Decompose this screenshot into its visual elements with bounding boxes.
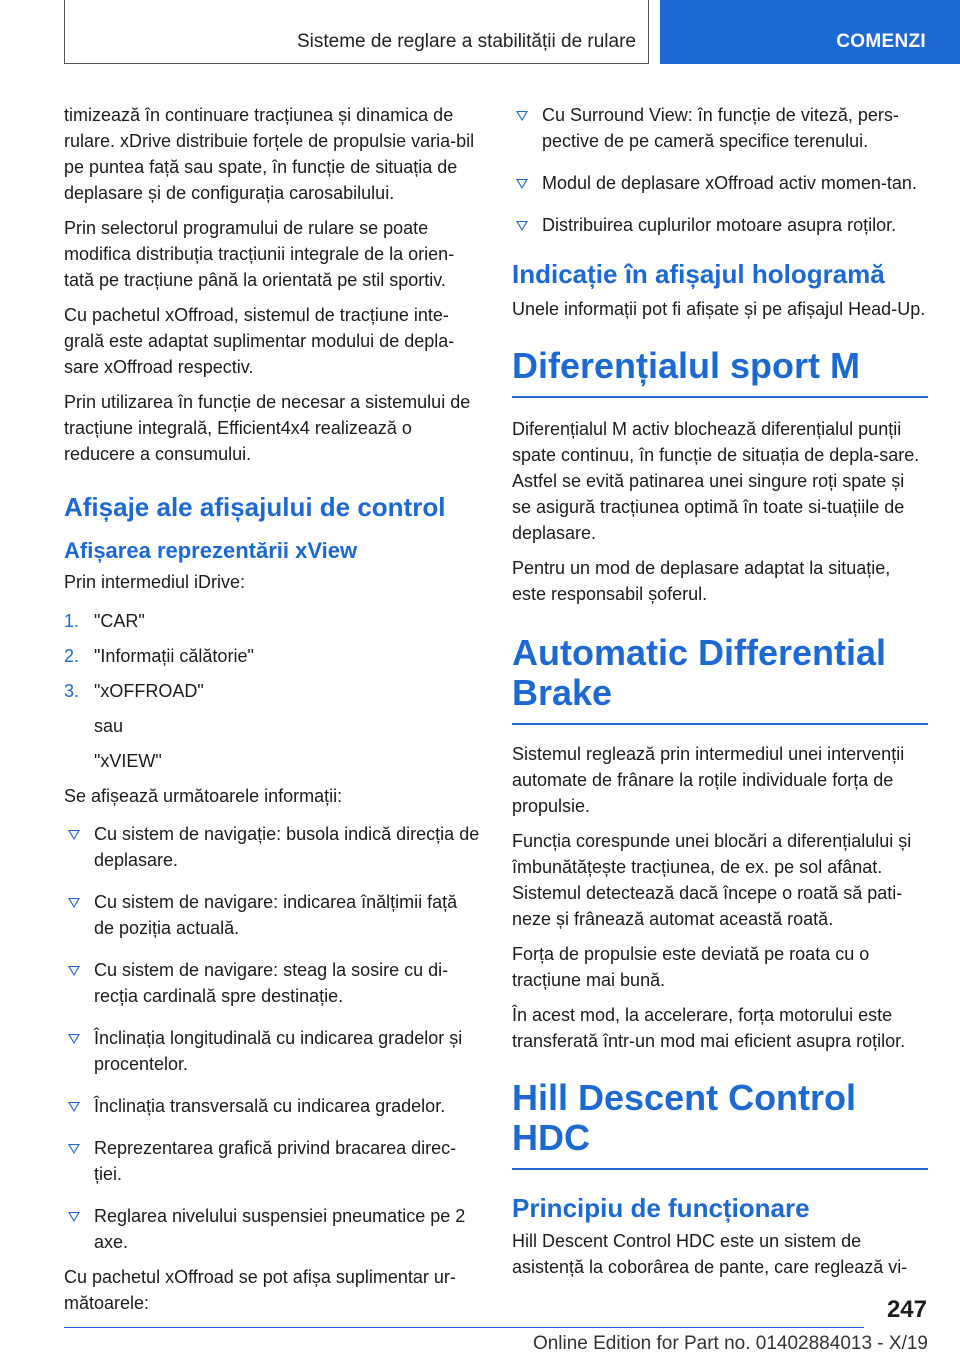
list-item: [64, 678, 480, 704]
heading-principle: Principiu de funcționare: [512, 1193, 810, 1223]
paragraph: Pentru un mod de deplasare adaptat la situație, este responsabil șoferul.: [512, 558, 891, 604]
heading-xview: Afișarea reprezentării xView: [64, 538, 358, 563]
triangle-bullet-icon: [68, 1034, 80, 1044]
list-item: Reglarea nivelului suspensiei pneumatice pe 2 axe.: [64, 1203, 480, 1255]
paragraph: Prin selectorul programului de rulare se poate modifica distribuția tracțiunii integrale de la orien‐tată pe tracțiune până la orientată pe stil sportiv.: [64, 218, 455, 290]
triangle-bullet-icon: [68, 966, 80, 976]
triangle-bullet-icon: [516, 179, 528, 189]
step-alt: "xVIEW": [94, 751, 162, 771]
triangle-bullet-icon: [68, 1102, 80, 1112]
heading-head-up: Indicație în afișajul hologramă: [512, 259, 885, 289]
footer-edition: Online Edition for Part no. 01402884013 - X/19: [532, 1333, 928, 1354]
header-title-box: [64, 0, 649, 64]
list-item: Cu Surround View: în funcție de viteză, pers‐pective de pe cameră specifice terenului.: [512, 102, 928, 154]
paragraph: Sistemul reglează prin intermediul unei intervenții automate de frânare la roțile individuale forța de propulsie.: [512, 744, 905, 816]
paragraph: timizează în continuare tracțiunea și dinamica de rulare. xDrive distribuie forțele de propulsie varia‐bil pe puntea față sau spate, în funcție de situația de deplasare și de configurația carosabilului.: [64, 105, 475, 203]
heading-automatic-differential-brake: Automatic Differential Brake: [512, 633, 928, 725]
chapter-tab[interactable]: [660, 0, 960, 64]
left-column: [64, 102, 480, 1325]
list-item: [64, 643, 480, 669]
paragraph: Forța de propulsie este deviată pe roata cu o tracțiune mai bună.: [512, 944, 870, 990]
xoffroad-list: [512, 102, 928, 238]
section-title: Sisteme de reglare a stabilității de rulare: [296, 31, 636, 52]
list-item: Înclinația transversală cu indicarea gradelor.: [64, 1093, 480, 1119]
list-item: [64, 608, 480, 634]
list-item: Reprezentarea grafică privind bracarea direc‐ției.: [64, 1135, 480, 1187]
triangle-bullet-icon: [68, 1144, 80, 1154]
list-item: Cu sistem de navigare: indicarea înălțimii față de poziția actuală.: [64, 889, 480, 941]
paragraph: Unele informații pot fi afișate și pe afișajul Head-Up.: [512, 299, 926, 319]
paragraph: Prin utilizarea în funcție de necesar a sistemului de tracțiune integrală, Efficient4x4 realizează o reducere a consumului.: [64, 392, 471, 464]
paragraph: Cu pachetul xOffroad, sistemul de tracțiune inte‐grală este adaptat suplimentar modului de depla‐sare xOffroad respectiv.: [64, 305, 455, 377]
step-number: 1.: [64, 611, 80, 631]
paragraph: Hill Descent Control HDC este un sistem de asistență la coborârea de pante, care reglează vi‐: [512, 1231, 908, 1277]
triangle-bullet-icon: [68, 898, 80, 908]
step-number: 2.: [64, 646, 80, 666]
step-text: "CAR": [94, 611, 145, 631]
triangle-bullet-icon: [68, 830, 80, 840]
footer-divider: [64, 1327, 864, 1328]
list-item: Cu sistem de navigare: steag la sosire cu di‐recția cardinală spre destinație.: [64, 957, 480, 1009]
heading-m-sport-differential: Diferențialul sport M: [512, 346, 928, 398]
info-list: [64, 821, 480, 1255]
paragraph: Se afișează următoarele informații:: [64, 786, 343, 806]
list-item: Cu sistem de navigație: busola indică direcția de deplasare.: [64, 821, 480, 873]
right-column: [512, 102, 928, 1289]
step-or: sau: [94, 716, 124, 736]
list-item: Modul de deplasare xOffroad activ momen‐tan.: [512, 170, 928, 196]
step-text: "Informații călătorie": [94, 646, 254, 666]
paragraph: Prin intermediul iDrive:: [64, 572, 246, 592]
heading-hill-descent-control: Hill Descent Control HDC: [512, 1078, 928, 1170]
triangle-bullet-icon: [68, 1212, 80, 1222]
list-item: Înclinația longitudinală cu indicarea gradelor și procentelor.: [64, 1025, 480, 1077]
paragraph: Diferențialul M activ blochează diferențialul punții spate continuu, în funcție de situația de depla‐sare. Astfel se evită patinarea unei singure roți spate și se asigură tracțiunea optimă în toate si‐tuațiile de deplasare.: [512, 419, 920, 543]
step-number: 3.: [64, 681, 80, 701]
paragraph: Cu pachetul xOffroad se pot afișa suplimentar ur‐mătoarele:: [64, 1267, 456, 1313]
paragraph: În acest mod, la accelerare, forța motorului este transferată într-un mod mai eficient asupra roților.: [512, 1005, 906, 1051]
chapter-tab-label: COMENZI: [836, 31, 926, 52]
triangle-bullet-icon: [516, 221, 528, 231]
list-item: Distribuirea cuplurilor motoare asupra roților.: [512, 212, 928, 238]
step-text: "xOFFROAD": [94, 681, 204, 701]
page-number: 247: [886, 1296, 927, 1323]
paragraph: Funcția corespunde unei blocări a diferențialului și îmbunătățește tracțiunea, de ex. pe sol afânat. Sistemul detectează dacă începe o roată să pati‐neze și frânează automat această roată.: [512, 831, 912, 929]
triangle-bullet-icon: [516, 111, 528, 121]
heading-control-display: Afișaje ale afișajului de control: [64, 492, 446, 522]
steps-list: [64, 608, 480, 704]
